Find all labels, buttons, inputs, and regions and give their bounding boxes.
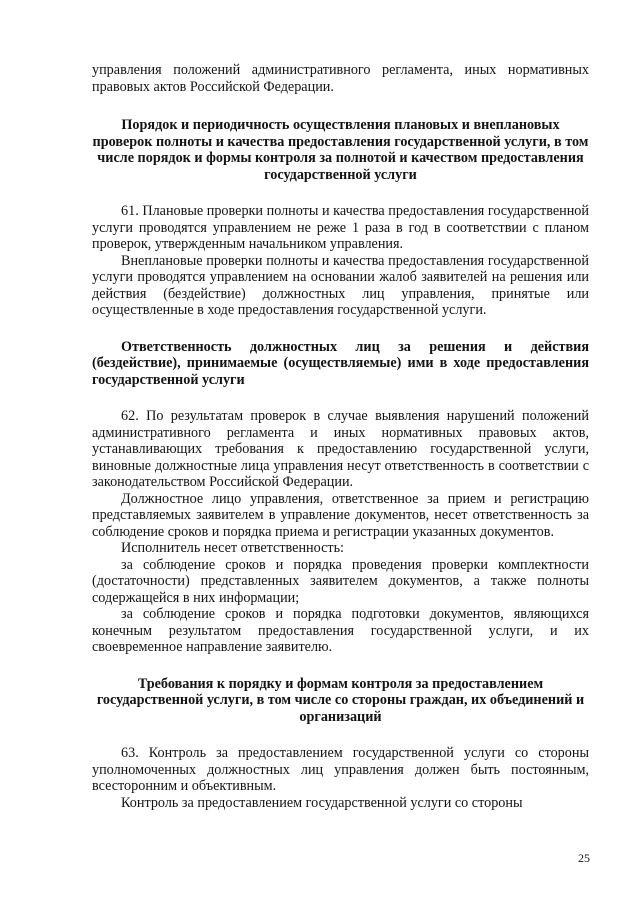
paragraph-unscheduled-inspections: Внеплановые проверки полноты и качества предоставления государственной услуги проводятся управлением на основании жалоб заявителей на решения или действия (бездействие) должностных лиц управления, принятые или осуществленные в ходе предоставления государственной услуги. bbox=[92, 252, 589, 318]
document-page bbox=[92, 62, 589, 811]
intro-paragraph: управления положений административного регламента, иных нормативных правовых актов Российской Федерации. bbox=[92, 62, 589, 95]
page-number: 25 bbox=[578, 851, 590, 865]
paragraph-61: 61. Плановые проверки полноты и качества предоставления государственной услуги проводятся управлением не реже 1 раза в год в соответствии с планом проверок, утвержденным начальником управления. bbox=[92, 203, 589, 252]
paragraph-completeness-check: за соблюдение сроков и порядка проведения проверки комплектности (достаточности) представленных заявителем документов, а также полноты содержащейся в них информации; bbox=[92, 556, 589, 606]
paragraph-registration-officer: Должностное лицо управления, ответственное за прием и регистрацию представляемых заявителем в управление документов, несет ответственность за соблюдение сроков и порядка приема и регистрации указанных документов. bbox=[92, 490, 589, 540]
paragraph-63: 63. Контроль за предоставлением государственной услуги со стороны уполномоченных должностных лиц управления должен быть постоянным, всесторонним и объективным. bbox=[92, 745, 589, 794]
section-heading-responsibility: Ответственность должностных лиц за решения и действия (бездействие), принимаемые (осуществляемые) ими в ходе предоставления государственной услуги bbox=[92, 338, 589, 388]
paragraph-document-preparation: за соблюдение сроков и порядка подготовки документов, являющихся конечным результатом предоставления государственной услуги, и их своевременное направление заявителю. bbox=[92, 606, 589, 655]
section-heading-inspections: Порядок и периодичность осуществления плановых и внеплановых проверок полноты и качества предоставления государственной услуги, в том числе порядок и формы контроля за полнотой и качеством предоставления государственной услуги bbox=[92, 117, 589, 183]
paragraph-62: 62. По результатам проверок в случае выявления нарушений положений административного регламента и иных нормативных правовых актов, устанавливающих требования к предоставлению государственной услуги, виновные должностные лица управления несут ответственность в соответствии с законодательством Российской Федерации. bbox=[92, 408, 589, 490]
paragraph-executor-responsibility: Исполнитель несет ответственность: bbox=[121, 540, 345, 556]
section-heading-control-requirements: Требования к порядку и формам контроля за предоставлением государственной услуги, в том числе со стороны граждан, их объединений и организаций bbox=[96, 675, 585, 725]
paragraph-control-continued: Контроль за предоставлением государственной услуги со стороны bbox=[121, 794, 523, 811]
